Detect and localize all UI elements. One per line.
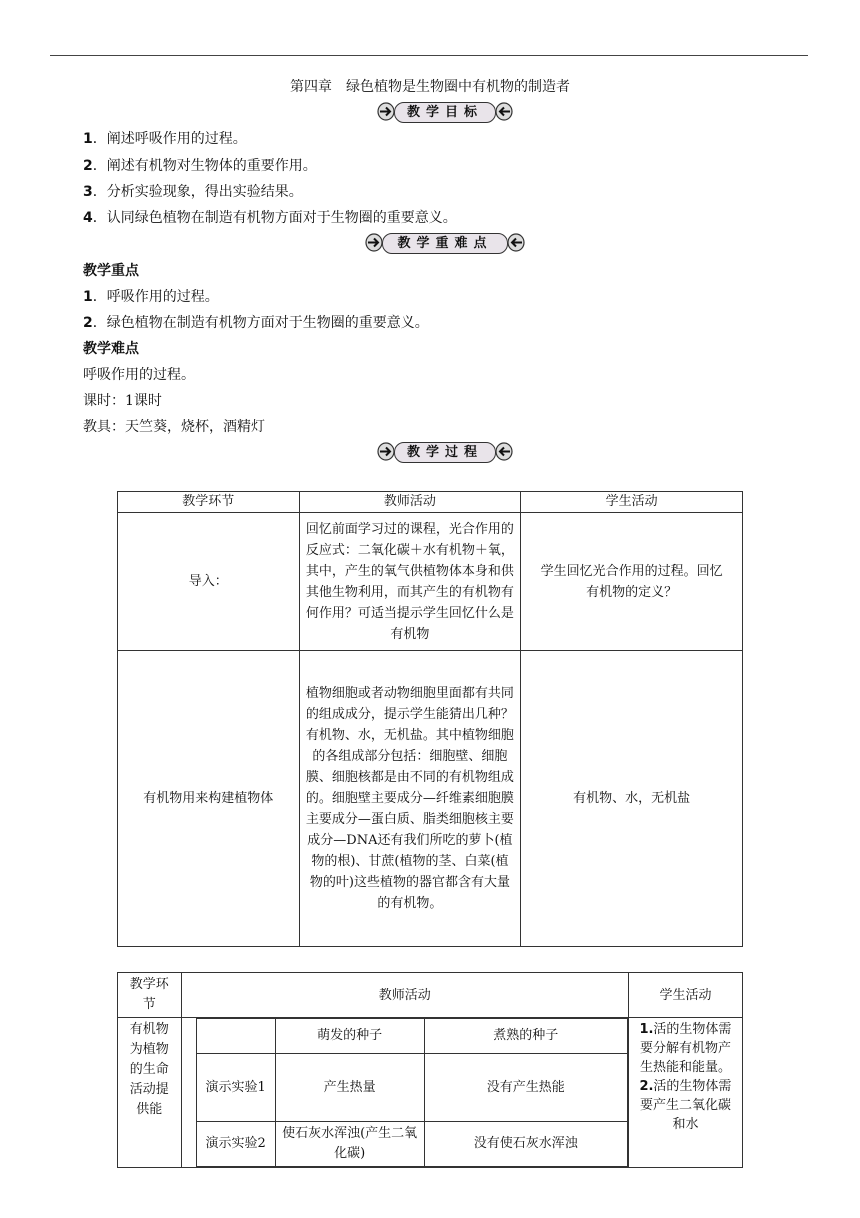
chapter-title: 第四章 绿色植物是生物圈中有机物的制造者 [290,79,570,95]
key-item: 2．绿色植物在制造有机物方面对于生物圈的重要意义。 [83,315,429,331]
arrow-right-icon [376,442,394,461]
arrow-right-icon [364,233,382,252]
teaching-tools: 教具：天竺葵，烧杯，酒精灯 [83,419,265,435]
experiment-label: 演示实验1 [196,1054,275,1122]
header-stage: 教学环节 [118,973,182,1018]
teacher-cell: 植物细胞或者动物细胞里面都有共同的组成成分，提示学生能猜出几种？有机物、水，无机盐。其中植物细胞的各组成部分包括：细胞壁、细胞膜、细胞核都是由不同的有机物组成的。细胞壁主要成分—纤维素细胞膜主要成分—蛋白质、脂类细胞核主要成分—DNA还有我们所吃的萝卜(植物的根)、甘蔗(植物的茎、白菜(植物的叶)这些植物的器官都含有大量的有机物。 [299,651,521,947]
goal-item: 1．阐述呼吸作用的过程。 [83,131,247,147]
header-stage: 教学环节 [118,492,300,513]
arrow-left-icon [496,442,514,461]
stage-cell: 有机物为植物的生命活动提供能 [118,1018,182,1168]
stage-cell: 导入： [118,513,300,651]
lesson-table-1 [117,491,743,947]
badge-process [376,441,514,463]
teacher-cell [181,1018,628,1168]
student-cell: 有机物、水，无机盐 [521,651,743,947]
badge-process-label: 教学过程 [394,442,496,463]
arrow-left-icon [508,233,526,252]
experiment-corner [196,1019,275,1054]
header-student: 学生活动 [521,492,743,513]
experiment-header-germinated: 萌发的种子 [275,1019,424,1054]
key-heading: 教学重点 [83,263,139,279]
experiment-row [196,1122,627,1167]
teacher-cell: 回忆前面学习过的课程，光合作用的反应式：二氧化碳＋水有机物＋氧，其中，产生的氧气供植物体本身和供其他生物利用，而其产生的有机物有何作用？可适当提示学生回忆什么是有机物 [299,513,521,651]
class-hours: 课时：1课时 [83,393,162,409]
lesson-table-2 [117,972,743,1168]
stage-cell: 有机物用来构建植物体 [118,651,300,947]
experiment-row [196,1054,627,1122]
goal-item: 4．认同绿色植物在制造有机物方面对于生物圈的重要意义。 [83,210,457,226]
experiment-header-cooked: 煮熟的种子 [424,1019,627,1054]
experiment-cooked: 没有产生热能 [424,1054,627,1122]
experiment-cooked: 没有使石灰水浑浊 [424,1122,627,1167]
experiment-label: 演示实验2 [196,1122,275,1167]
student-cell: 学生回忆光合作用的过程。回忆有机物的定义？ [521,513,743,651]
experiment-germinated: 产生热量 [275,1054,424,1122]
badge-key-points [364,232,526,254]
top-rule [50,55,808,56]
table-header-row [118,973,743,1018]
goal-item: 3．分析实验现象，得出实验结果。 [83,184,303,200]
table-row [118,651,743,947]
badge-goals-label: 教学目标 [394,102,496,123]
experiment-table [196,1018,628,1167]
difficulty-text: 呼吸作用的过程。 [83,367,195,383]
experiment-header-row [196,1019,627,1054]
arrow-right-icon [376,102,394,121]
header-teacher: 教师活动 [299,492,521,513]
experiment-germinated: 使石灰水浑浊(产生二氧化碳) [275,1122,424,1167]
student-cell: 1.活的生物体需要分解有机物产生热能和能量。 2.活的生物体需要产生二氧化碳和水 [628,1018,742,1168]
table-row [118,513,743,651]
header-student: 学生活动 [628,973,742,1018]
key-item: 1．呼吸作用的过程。 [83,289,219,305]
difficulty-heading: 教学难点 [83,341,139,357]
badge-key-points-label: 教学重难点 [382,233,508,254]
table-row [118,1018,743,1168]
header-teacher: 教师活动 [181,973,628,1018]
badge-goals [376,101,514,123]
arrow-left-icon [496,102,514,121]
goal-item: 2．阐述有机物对生物体的重要作用。 [83,158,317,174]
table-header-row [118,492,743,513]
